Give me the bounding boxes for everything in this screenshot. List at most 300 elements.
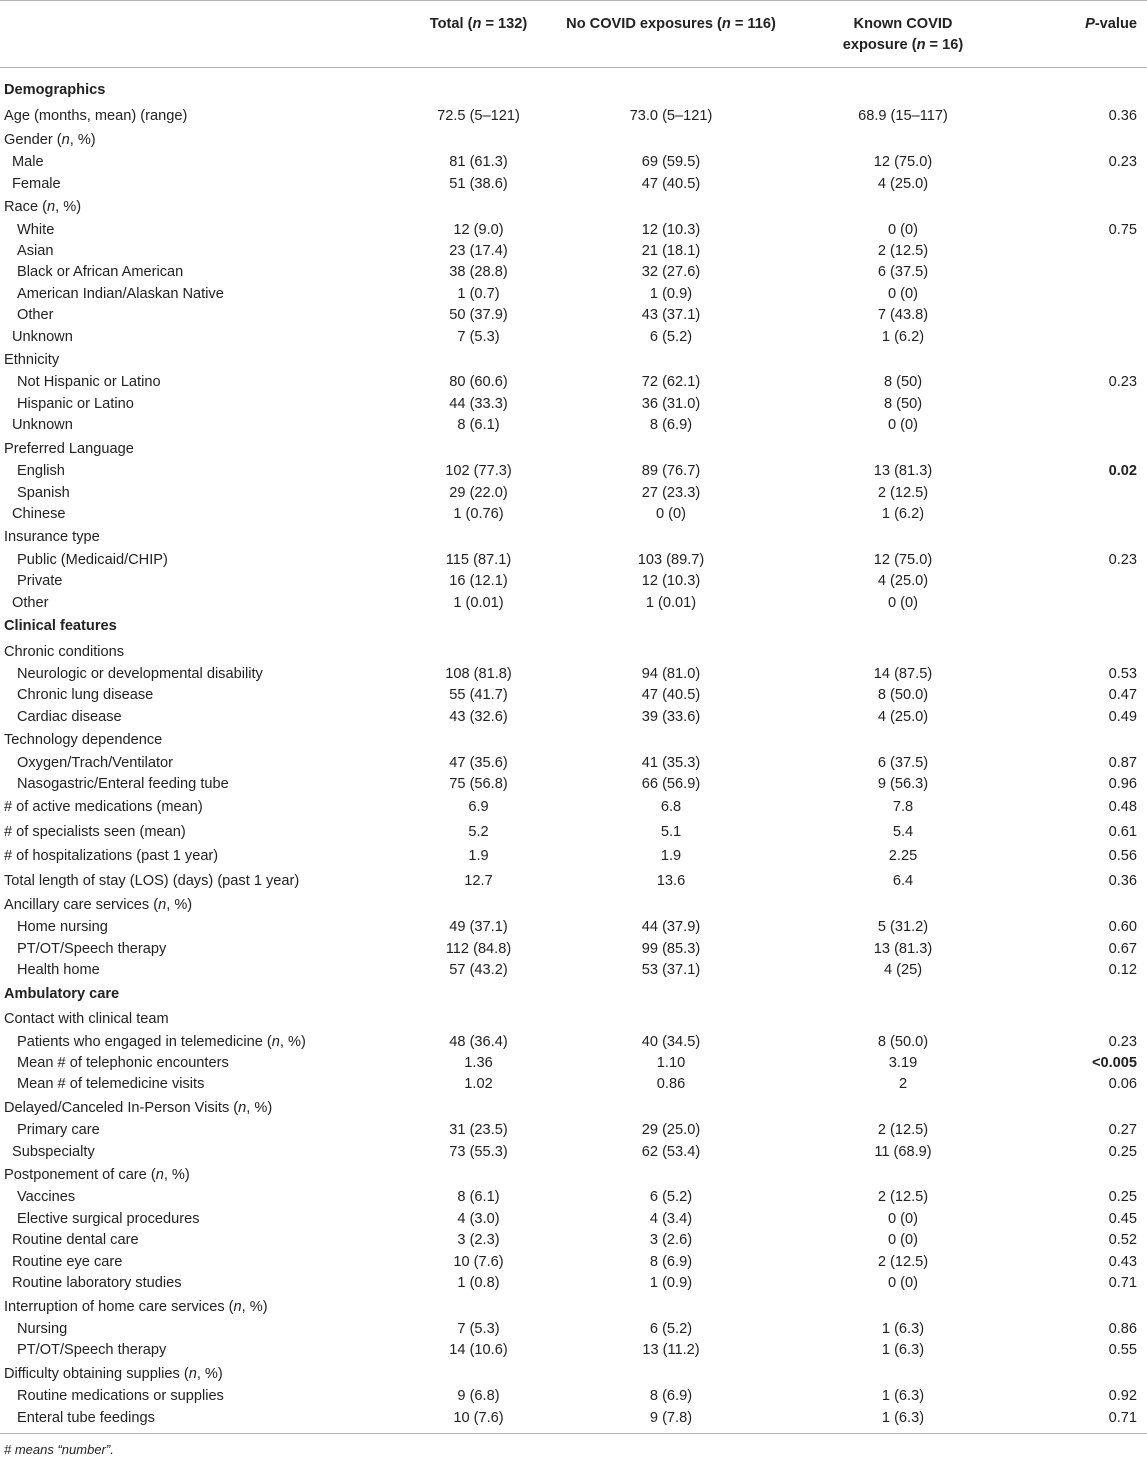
group-row [0,1362,1147,1386]
row-label: Chronic conditions [4,643,125,660]
cell-known-covid: 2 (12.5) [877,1189,929,1206]
cell-total: 8 (6.1) [457,417,500,434]
row-label: Total length of stay (LOS) (days) (past 1 year) [4,872,300,889]
cell-p-value [1013,1096,1147,1120]
row-label: Ambulatory care [4,985,120,1002]
row-label: Female [12,175,61,192]
cell-known-covid: 13 (81.3) [873,940,933,957]
row-label: Routine dental care [12,1232,139,1249]
table-row [0,593,1147,614]
table-row [0,1252,1147,1273]
cell-known-covid: 2.25 [888,848,918,865]
cell-total [408,982,549,1008]
cell-no-covid: 1 (0.9) [649,1275,693,1292]
cell-no-covid: 6 (5.2) [649,1320,693,1337]
cell-no-covid: 103 (89.7) [637,551,705,568]
group-row [0,1096,1147,1120]
cell-no-covid: 94 (81.0) [641,665,701,682]
group-row [0,348,1147,372]
cell-no-covid: 44 (37.9) [641,919,701,936]
cell-p-value [1013,728,1147,752]
cell-p-value [1013,1007,1147,1031]
cell-total: 7 (5.3) [457,1320,500,1337]
cell-total [408,195,549,219]
cell-p-value [1013,1295,1147,1319]
cell-p-value [1013,394,1147,415]
cell-p-value: 0.96 [1108,775,1137,792]
cell-no-covid: 62 (53.4) [641,1143,701,1160]
cell-p-value: 0.56 [1108,848,1137,865]
cell-no-covid: 13 (11.2) [642,1342,700,1359]
table-row [0,394,1147,415]
cell-no-covid: 6 (5.2) [649,1189,693,1206]
cell-total: 51 (38.6) [449,175,508,192]
header-no-covid-text: No COVID exposures (n = 116) [566,16,776,32]
table-row [0,1074,1147,1095]
cell-known-covid: 0 (0) [887,417,918,434]
cell-total: 10 (7.6) [408,1408,549,1434]
table-row [0,1120,1147,1141]
cell-no-covid [549,437,793,461]
cell-total: 16 (12.1) [449,573,508,590]
cell-no-covid: 8 (6.9) [649,417,693,434]
cell-p-value [1013,437,1147,461]
cell-known-covid [793,1362,1013,1386]
cell-no-covid [549,68,793,104]
row-label: American Indian/Alaskan Native [17,285,224,302]
cell-total: 23 (17.4) [449,243,508,260]
cell-no-covid: 47 (40.5) [641,687,701,704]
footnote: # means “number”. [4,1441,114,1457]
row-label: Oxygen/Trach/Ventilator [17,754,174,771]
cell-total: 31 (23.5) [449,1122,508,1139]
group-row [0,1007,1147,1031]
cell-p-value: <0.005 [1091,1055,1137,1072]
table-row [0,960,1147,981]
table-row [0,753,1147,774]
cell-known-covid: 1 (6.2) [881,505,925,522]
cell-no-covid: 66 (56.9) [641,775,701,792]
table-row [0,939,1147,960]
section-row [0,982,1147,1008]
cell-known-covid [793,1163,1013,1187]
cell-p-value [1013,68,1147,104]
cell-known-covid: 12 (75.0) [873,154,933,171]
cell-no-covid [549,893,793,917]
cell-total [408,1096,549,1120]
cell-p-value: 0.45 [1108,1210,1137,1227]
row-label: Hispanic or Latino [17,395,134,412]
section-row [0,614,1147,640]
cell-total: 10 (7.6) [453,1253,504,1270]
cell-no-covid: 5.1 [660,823,682,840]
table-row [0,220,1147,241]
cell-known-covid: 12 (75.0) [873,551,933,568]
cell-no-covid: 32 (27.6) [641,264,701,281]
cell-known-covid: 7 (43.8) [877,307,929,324]
cell-no-covid: 1.9 [660,848,682,865]
table-row [0,685,1147,706]
cell-no-covid [549,1295,793,1319]
table-row [0,1340,1147,1361]
cell-no-covid: 40 (34.5) [641,1033,701,1050]
cell-known-covid: 6 (37.5) [877,264,929,281]
cell-no-covid [549,614,793,640]
group-row [0,525,1147,549]
cell-p-value [1013,640,1147,664]
row-label: Ethnicity [4,352,60,369]
cell-p-value: 0.23 [1108,374,1137,391]
cell-total: 112 (84.8) [445,940,512,957]
cell-no-covid: 12 (10.3) [641,573,701,590]
cell-total: 75 (56.8) [449,775,508,792]
row-label: # of specialists seen (mean) [4,823,186,840]
cell-total: 81 (61.3) [449,154,508,171]
row-label: Mean # of telemedicine visits [17,1076,205,1093]
cell-total: 48 (36.4) [449,1033,508,1050]
cell-p-value: 0.27 [1108,1122,1137,1139]
cell-total [408,348,549,372]
cell-total: 14 (10.6) [449,1342,508,1359]
row-label: Chinese [12,505,66,522]
cell-known-covid [793,728,1013,752]
cell-known-covid [793,525,1013,549]
row-label: Race (n, %) [4,199,82,216]
cell-no-covid: 43 (37.1) [641,307,701,324]
cell-no-covid [549,525,793,549]
row-label: Asian [17,243,54,260]
row-label: Vaccines [17,1189,76,1206]
row-label: Neurologic or developmental disability [17,665,263,682]
cell-no-covid: 89 (76.7) [641,463,701,480]
row-label: Unknown [12,417,73,434]
cell-total: 12.7 [464,872,493,889]
cell-total: 4 (3.0) [457,1210,500,1227]
table-row [0,504,1147,525]
group-row [0,128,1147,152]
cell-no-covid: 72 (62.1) [641,374,701,391]
cell-p-value [1013,262,1147,283]
cell-no-covid: 69 (59.5) [641,154,701,171]
header-p-value [1013,1,1147,68]
cell-no-covid [549,640,793,664]
cell-total [408,1007,549,1031]
table-row [0,707,1147,728]
header-p-value-text: P-value [1085,16,1137,32]
table-row [0,1053,1147,1074]
cell-no-covid: 29 (25.0) [641,1122,701,1139]
group-row [0,1295,1147,1319]
cell-no-covid [549,128,793,152]
table-row [0,241,1147,262]
cell-known-covid: 2 (12.5) [877,243,929,260]
header-total-text: Total (n = 132) [429,16,528,32]
cell-p-value [1013,504,1147,525]
cell-no-covid: 13.6 [656,872,686,889]
row-label: Home nursing [17,919,108,936]
cell-total: 7 (5.3) [457,328,500,345]
cell-p-value: 0.06 [1108,1076,1137,1093]
row-label: Nursing [17,1320,68,1337]
cell-p-value: 0.75 [1108,221,1137,238]
row-label: Subspecialty [12,1143,95,1160]
cell-known-covid [793,893,1013,917]
row-label: Demographics [4,82,106,98]
table-row [0,1187,1147,1208]
cell-p-value [1013,348,1147,372]
cell-known-covid: 1 (6.3) [881,1342,925,1359]
cell-p-value: 0.23 [1108,1033,1137,1050]
cell-p-value: 0.25 [1108,1143,1137,1160]
table-row [0,820,1147,844]
cell-p-value: 0.48 [1108,799,1137,816]
row-label: White [17,221,55,238]
cell-p-value [1013,174,1147,195]
header-label-column [0,1,408,68]
table-row [0,415,1147,436]
table-row [0,104,1147,128]
cell-total [408,1362,549,1386]
table-row [0,869,1147,893]
cell-known-covid: 1 (6.3) [881,1320,925,1337]
cell-p-value [1013,614,1147,640]
cell-known-covid: 11 (68.9) [874,1143,932,1160]
cell-no-covid [549,195,793,219]
cell-total: 50 (37.9) [449,307,508,324]
cell-total: 108 (81.8) [445,665,512,682]
cell-no-covid [549,1096,793,1120]
cell-no-covid: 73.0 (5–121) [629,107,713,124]
table-row [0,1273,1147,1294]
cell-total [408,68,549,104]
cell-p-value: 0.23 [1108,154,1137,171]
cell-p-value: 0.71 [1013,1408,1147,1434]
table-row [0,1319,1147,1340]
cell-no-covid [549,982,793,1008]
cell-known-covid: 0 (0) [887,1210,918,1227]
cell-total: 38 (28.8) [449,264,508,281]
cell-no-covid: 1 (0.9) [649,285,693,302]
cell-known-covid [793,437,1013,461]
cell-total: 1 (0.76) [453,505,504,522]
table-row [0,461,1147,482]
row-label: Routine eye care [12,1253,123,1270]
row-label: Male [12,154,44,171]
cell-no-covid: 8 (6.9) [649,1388,693,1405]
cell-no-covid: 47 (40.5) [641,175,701,192]
row-label: Insurance type [4,529,100,546]
table-row [0,1032,1147,1053]
cell-p-value: 0.60 [1108,919,1137,936]
table-row [0,1408,1147,1434]
cell-known-covid: 5.4 [892,823,914,840]
group-row [0,893,1147,917]
cell-total: 102 (77.3) [445,463,512,480]
row-label: Not Hispanic or Latino [17,374,161,391]
cell-known-covid: 1 (6.2) [881,328,925,345]
cell-known-covid: 7.8 [892,799,914,816]
cell-total [408,614,549,640]
table-row [0,571,1147,592]
cell-no-covid: 0 (0) [655,505,686,522]
section-row [0,68,1147,104]
cell-no-covid: 1.10 [656,1055,686,1072]
cell-known-covid: 4 (25.0) [877,708,929,725]
row-label: Primary care [17,1122,100,1139]
cell-no-covid: 0.86 [656,1076,686,1093]
cell-total: 72.5 (5–121) [437,107,520,124]
cell-total: 29 (22.0) [449,484,508,501]
table-row [0,1209,1147,1230]
cell-p-value: 0.55 [1108,1342,1137,1359]
cell-total: 1 (0.8) [457,1275,500,1292]
cell-total: 3 (2.3) [457,1232,500,1249]
cell-known-covid: 9 (56.3) [877,775,929,792]
header-row [0,1,1147,68]
cell-p-value [1013,305,1147,326]
header-no-covid [549,1,793,68]
row-label: PT/OT/Speech therapy [17,1342,167,1359]
cell-known-covid: 4 (25) [883,962,923,979]
group-row [0,640,1147,664]
cell-p-value [1013,128,1147,152]
cell-no-covid: 21 (18.1) [641,243,701,260]
cell-no-covid: 9 (7.8) [549,1408,793,1434]
cell-known-covid [793,128,1013,152]
cell-no-covid [549,728,793,752]
cell-no-covid: 4 (3.4) [649,1210,693,1227]
cell-total: 9 (6.8) [457,1388,500,1405]
row-label: Health home [17,962,100,979]
cell-p-value [1013,893,1147,917]
cell-p-value: 0.12 [1108,962,1137,979]
cell-p-value [1013,1163,1147,1187]
cell-no-covid: 41 (35.3) [641,754,701,771]
cell-total: 115 (87.1) [445,551,512,568]
row-label: Elective surgical procedures [17,1210,200,1227]
row-label: Difficulty obtaining supplies (n, %) [4,1365,223,1382]
table-row [0,844,1147,868]
table-row [0,550,1147,571]
cell-known-covid: 4 (25.0) [877,573,929,590]
cell-total [408,640,549,664]
cell-total [408,893,549,917]
cell-p-value: 0.49 [1108,708,1137,725]
cell-known-covid: 8 (50.0) [877,1033,929,1050]
cell-p-value [1013,571,1147,592]
cell-no-covid: 6.8 [660,799,682,816]
cell-p-value [1013,195,1147,219]
row-label: Chronic lung disease [17,687,154,704]
row-label: Contact with clinical team [4,1011,169,1028]
cell-known-covid [793,348,1013,372]
cell-known-covid: 0 (0) [887,1232,918,1249]
cell-no-covid [549,1362,793,1386]
cell-known-covid: 0 (0) [887,594,918,611]
cell-no-covid: 8 (6.9) [649,1253,693,1270]
cell-p-value: 0.36 [1108,872,1137,889]
row-label: # of hospitalizations (past 1 year) [4,848,219,865]
row-label: Cardiac disease [17,708,122,725]
row-label: Unknown [12,328,73,345]
cell-known-covid: 2 (12.5) [877,1122,929,1139]
header-known-covid [793,1,1013,68]
row-label: Black or African American [17,264,184,281]
cell-no-covid: 53 (37.1) [641,962,701,979]
cell-p-value: 0.52 [1108,1232,1137,1249]
cell-total: 44 (33.3) [449,395,508,412]
cell-known-covid: 2 (12.5) [877,484,929,501]
row-label: Ancillary care services (n, %) [4,897,193,913]
group-row [0,437,1147,461]
cell-p-value: 0.47 [1108,687,1137,704]
row-label: Technology dependence [4,732,163,749]
cell-p-value: 0.43 [1108,1253,1137,1270]
table-row [0,305,1147,326]
cell-no-covid: 3 (2.6) [649,1232,693,1249]
cell-p-value: 0.61 [1108,823,1137,840]
row-label: Mean # of telephonic encounters [17,1055,229,1072]
cell-p-value [1013,241,1147,262]
cell-known-covid: 6 (37.5) [877,754,929,771]
table-row [0,1230,1147,1251]
cell-known-covid [793,1295,1013,1319]
table-body [0,68,1147,1434]
row-label: Enteral tube feedings [0,1408,408,1434]
cell-known-covid: 6.4 [892,872,914,889]
cell-known-covid: 2 (12.5) [877,1253,929,1270]
cell-total [408,437,549,461]
cell-total: 80 (60.6) [449,374,508,391]
cell-p-value: 0.53 [1108,665,1137,682]
cell-known-covid [793,614,1013,640]
cell-total: 49 (37.1) [449,919,508,936]
row-label: Routine medications or supplies [17,1388,224,1405]
cell-total [408,128,549,152]
table-row [0,174,1147,195]
cell-no-covid [549,1007,793,1031]
row-label: Interruption of home care services (n, %) [4,1298,268,1315]
cell-known-covid: 14 (87.5) [873,665,933,682]
row-label: Other [17,307,54,324]
row-label: Gender (n, %) [4,132,96,148]
cell-known-covid: 8 (50.0) [877,687,929,704]
cell-no-covid [549,348,793,372]
cell-known-covid [793,982,1013,1008]
cell-total: 6.9 [468,799,489,816]
row-label: Delayed/Canceled In-Person Visits (n, %) [4,1099,273,1116]
cell-known-covid: 4 (25.0) [877,175,929,192]
cell-known-covid: 0 (0) [887,1275,918,1292]
cell-known-covid [793,1007,1013,1031]
table-row [0,795,1147,819]
cell-total: 43 (32.6) [449,708,508,725]
table-row [0,1386,1147,1407]
cell-no-covid: 12 (10.3) [641,221,701,238]
cell-p-value [1013,415,1147,436]
cell-total: 47 (35.6) [449,754,508,771]
cell-known-covid: 68.9 (15–117) [858,107,948,124]
row-label: English [17,463,65,480]
row-label: Clinical features [4,617,117,634]
row-label: Public (Medicaid/CHIP) [17,551,168,568]
cell-p-value: 0.25 [1108,1189,1137,1206]
cell-known-covid: 2 [898,1076,908,1093]
cell-p-value: 0.67 [1108,940,1137,957]
table-row [0,284,1147,305]
table-row [0,262,1147,283]
cell-total: 1.36 [464,1055,493,1072]
